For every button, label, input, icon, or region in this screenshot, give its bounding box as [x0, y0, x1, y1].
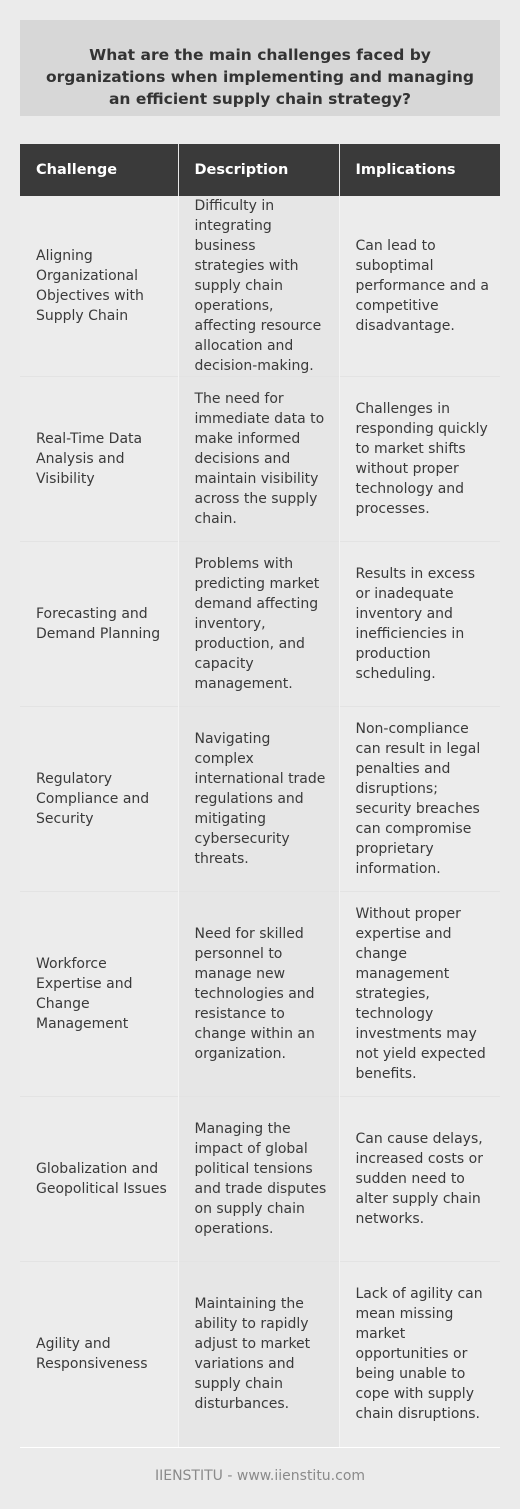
description-cell: Difficulty in integrating business strategies with supply chain operations, affecting resource allocation and decision-making. — [178, 196, 339, 377]
column-header-implications: Implications — [339, 144, 500, 196]
table-row — [20, 377, 500, 542]
implications-cell: Can cause delays, increased costs or sudden need to alter supply chain networks. — [339, 1097, 500, 1262]
implications-cell: Challenges in responding quickly to market shifts without proper technology and processes. — [339, 377, 500, 542]
table-row — [20, 1097, 500, 1262]
table-row — [20, 1262, 500, 1447]
implications-cell: Non-compliance can result in legal penalties and disruptions; security breaches can compromise proprietary information. — [339, 707, 500, 892]
challenge-cell: Forecasting and Demand Planning — [20, 542, 178, 707]
challenge-cell: Regulatory Compliance and Security — [20, 707, 178, 892]
implications-cell: Can lead to suboptimal performance and a competitive disadvantage. — [339, 196, 500, 377]
challenge-cell: Globalization and Geopolitical Issues — [20, 1097, 178, 1262]
page-title: What are the main challenges faced by organizations when implementing and managing an efficient supply chain strategy? — [46, 46, 474, 108]
table-row — [20, 196, 500, 377]
description-cell: The need for immediate data to make informed decisions and maintain visibility across the supply chain. — [178, 377, 339, 542]
challenge-cell: Real-Time Data Analysis and Visibility — [20, 377, 178, 542]
description-cell: Problems with predicting market demand affecting inventory, production, and capacity management. — [178, 542, 339, 707]
footer-credit: IIENSTITU - www.iienstitu.com — [154, 1468, 366, 1484]
description-cell: Maintaining the ability to rapidly adjust to market variations and supply chain disturbances. — [178, 1262, 339, 1447]
implications-cell: Without proper expertise and change management strategies, technology investments may not yield expected benefits. — [339, 892, 500, 1097]
description-cell: Need for skilled personnel to manage new technologies and resistance to change within an organization. — [178, 892, 339, 1097]
table-row — [20, 542, 500, 707]
title-banner — [20, 20, 500, 116]
description-cell: Managing the impact of global political tensions and trade disputes on supply chain operations. — [178, 1097, 339, 1262]
description-cell: Navigating complex international trade regulations and mitigating cybersecurity threats. — [178, 707, 339, 892]
challenge-cell: Agility and Responsiveness — [20, 1262, 178, 1447]
implications-cell: Lack of agility can mean missing market opportunities or being unable to cope with supply chain disruptions. — [339, 1262, 500, 1447]
column-header-challenge: Challenge — [20, 144, 178, 196]
table-header-row — [20, 144, 500, 196]
challenges-table — [20, 144, 500, 1447]
challenges-table-container — [20, 144, 500, 1448]
implications-cell: Results in excess or inadequate inventory and inefficiencies in production scheduling. — [339, 542, 500, 707]
column-header-description: Description — [178, 144, 339, 196]
table-row — [20, 892, 500, 1097]
table-row — [20, 707, 500, 892]
challenge-cell: Workforce Expertise and Change Management — [20, 892, 178, 1097]
challenge-cell: Aligning Organizational Objectives with Supply Chain — [20, 196, 178, 377]
